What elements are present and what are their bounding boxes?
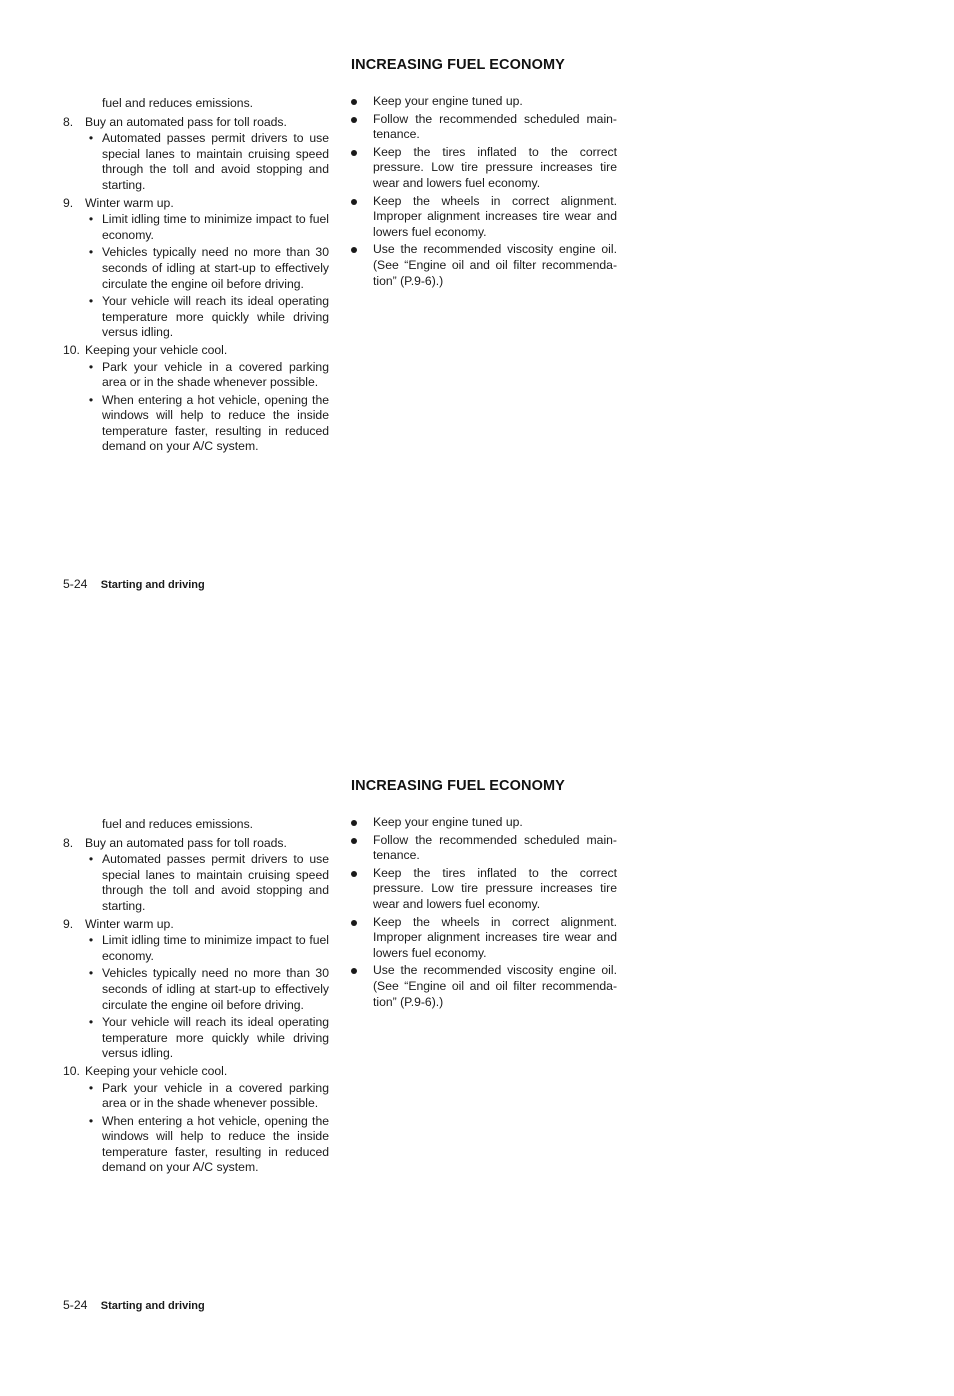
page-number: 5-24 (63, 577, 88, 591)
page-footer (63, 577, 205, 591)
item-number: 10. (63, 342, 80, 357)
tip-text: Keep the wheels in correct alignment. Improper alignment increases tire wear and lowers fuel economy. (373, 193, 617, 239)
tip-item (351, 833, 617, 864)
bullet-icon (351, 820, 357, 826)
tip-text: Keep the tires inflated to the correct pressure. Low tire pressure increases tire wear and lowers fuel economy. (373, 865, 617, 911)
bullet-dot-icon: • (88, 1113, 94, 1128)
tip-item (351, 815, 617, 831)
bullet-icon (351, 199, 357, 205)
manual-page-bottom (0, 721, 954, 1396)
bullet-icon (351, 968, 357, 974)
sub-bullet-text: Automated passes permit drivers to use special lanes to maintain cruising speed through the toll and avoid stopping and starting. (102, 131, 329, 192)
bullet-dot-icon: • (88, 852, 94, 867)
sub-bullet-text: When entering a hot vehicle, opening the windows will help to reduce the inside temperature faster, resulting in reduced demand on your A/C system. (102, 1113, 329, 1175)
bullet-dot-icon: • (88, 294, 94, 309)
page-footer (63, 1298, 205, 1312)
sub-bullet-text: Your vehicle will reach its ideal operating temperature more quickly while driving versus idling. (102, 1015, 329, 1061)
section-title: Starting and driving (100, 1300, 205, 1312)
bullet-icon (351, 838, 357, 844)
sub-bullet-item (63, 933, 329, 964)
left-column (63, 96, 329, 457)
item-number: 8. (63, 114, 74, 129)
numbered-item-9 (63, 917, 329, 933)
tip-text: Keep your engine tuned up. (373, 815, 523, 829)
tip-text: Keep the tires inflated to the correct pressure. Low tire pressure increases tire wear and lowers fuel economy. (373, 144, 617, 190)
left-column (63, 817, 329, 1178)
sub-bullet-text: Vehicles typically need no more than 30 seconds of idling at start-up to effectively circulate the engine oil before driving. (102, 966, 329, 1012)
item-text: Winter warm up. (85, 916, 174, 931)
bullet-icon (351, 99, 357, 105)
numbered-item-9 (63, 196, 329, 212)
tip-text: Follow the recommended scheduled main-tenance. (373, 832, 617, 863)
item-number: 8. (63, 835, 74, 850)
tip-text: Use the recommended viscosity engine oil. (See “Engine oil and oil filter recommenda-tion” (P.9-6).) (373, 242, 617, 288)
item-text: Buy an automated pass for toll roads. (85, 114, 287, 129)
sub-bullet-item (63, 360, 329, 391)
tip-item (351, 866, 617, 913)
sub-bullet-item (63, 393, 329, 455)
sub-bullet-item (63, 131, 329, 193)
bullet-dot-icon: • (88, 131, 94, 146)
sub-bullet-item (63, 966, 329, 1013)
bullet-dot-icon: • (88, 359, 94, 374)
bullet-dot-icon: • (88, 966, 94, 981)
bullet-dot-icon: • (88, 392, 94, 407)
right-column (351, 815, 617, 1012)
sub-bullet-text: Park your vehicle in a covered parking area or in the shade whenever possible. (102, 359, 329, 390)
tip-item (351, 94, 617, 110)
item-text: Buy an automated pass for toll roads. (85, 835, 287, 850)
section-heading: INCREASING FUEL ECONOMY (351, 57, 565, 73)
sub-bullet-text: Vehicles typically need no more than 30 seconds of idling at start-up to effectively circulate the engine oil before driving. (102, 245, 329, 291)
bullet-icon (351, 247, 357, 253)
sub-bullet-item (63, 245, 329, 292)
numbered-item-10 (63, 343, 329, 359)
sub-bullet-text: Automated passes permit drivers to use special lanes to maintain cruising speed through the toll and avoid stopping and starting. (102, 852, 329, 913)
bullet-dot-icon: • (88, 245, 94, 260)
item-text: Keeping your vehicle cool. (85, 1063, 228, 1078)
item-number: 10. (63, 1063, 80, 1078)
tip-text: Follow the recommended scheduled main-tenance. (373, 111, 617, 142)
tip-text: Keep the wheels in correct alignment. Improper alignment increases tire wear and lowers fuel economy. (373, 914, 617, 960)
tip-text: Keep your engine tuned up. (373, 94, 523, 108)
tip-item (351, 242, 617, 289)
bullet-dot-icon: • (88, 1015, 94, 1030)
bullet-dot-icon: • (88, 933, 94, 948)
numbered-item-8 (63, 836, 329, 852)
page-number: 5-24 (63, 1298, 88, 1312)
tip-text: Use the recommended viscosity engine oil. (See “Engine oil and oil filter recommenda-tion” (P.9-6).) (373, 963, 617, 1009)
bullet-dot-icon: • (88, 1080, 94, 1095)
numbered-item-10 (63, 1064, 329, 1080)
tip-item (351, 963, 617, 1010)
continued-text: fuel and reduces emissions. (102, 96, 254, 110)
bullet-icon (351, 871, 357, 877)
sub-bullet-item (63, 852, 329, 914)
sub-bullet-item (63, 1081, 329, 1112)
sub-bullet-item (63, 212, 329, 243)
sub-bullet-text: Limit idling time to minimize impact to fuel economy. (102, 212, 329, 242)
sub-bullet-text: Park your vehicle in a covered parking area or in the shade whenever possible. (102, 1080, 329, 1111)
sub-bullet-item (63, 1114, 329, 1176)
tip-item (351, 145, 617, 192)
item-number: 9. (63, 916, 74, 931)
bullet-icon (351, 920, 357, 926)
bullet-icon (351, 117, 357, 123)
sub-bullet-item (63, 294, 329, 341)
manual-page-top (0, 0, 954, 675)
section-heading: INCREASING FUEL ECONOMY (351, 778, 565, 794)
section-title: Starting and driving (100, 579, 205, 591)
bullet-icon (351, 150, 357, 156)
right-column (351, 94, 617, 291)
sub-bullet-text: Limit idling time to minimize impact to fuel economy. (102, 933, 329, 963)
item-text: Winter warm up. (85, 195, 174, 210)
sub-bullet-text: When entering a hot vehicle, opening the windows will help to reduce the inside temperature faster, resulting in reduced demand on your A/C system. (102, 392, 329, 454)
tip-item (351, 915, 617, 962)
bullet-dot-icon: • (88, 212, 94, 227)
tip-item (351, 194, 617, 241)
sub-bullet-item (63, 1015, 329, 1062)
item-number: 9. (63, 195, 74, 210)
numbered-item-8 (63, 115, 329, 131)
continued-text: fuel and reduces emissions. (102, 817, 254, 831)
tip-item (351, 112, 617, 143)
sub-bullet-text: Your vehicle will reach its ideal operating temperature more quickly while driving versus idling. (102, 294, 329, 340)
item-text: Keeping your vehicle cool. (85, 342, 228, 357)
